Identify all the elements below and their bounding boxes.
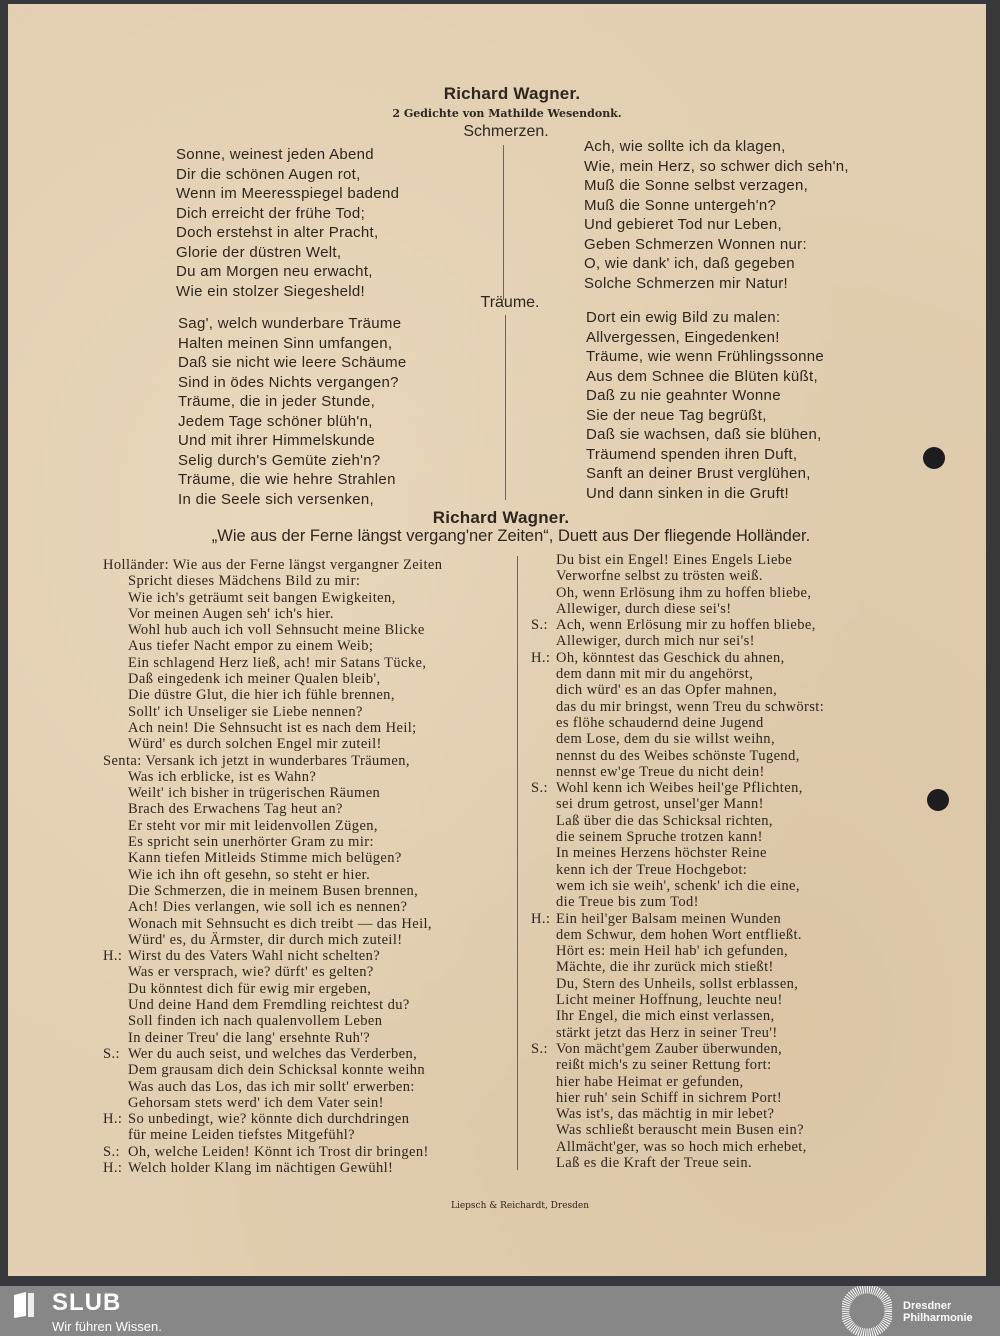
speaker-label: S.: — [531, 780, 548, 797]
duet-text: dem dann mit mir du angehörst, — [556, 666, 754, 683]
duet-text: Wie ich's geträumt seit bangen Ewigkeiten, — [128, 589, 396, 606]
duet-line — [531, 633, 824, 649]
duet-line — [531, 682, 824, 698]
duet-line — [531, 731, 824, 747]
duet-line — [103, 867, 442, 883]
duet-text: die seinem Spruche trotzen kann! — [556, 829, 763, 846]
duet-line — [103, 1144, 442, 1160]
duet-text: Allewiger, durch mich nur sei's! — [556, 633, 755, 650]
duet-text: sei drum getrost, unsel'ger Mann! — [556, 796, 764, 813]
duet-line — [103, 573, 442, 589]
philharmonie-line1: Dresdner — [903, 1300, 952, 1312]
verse-line: Ach, wie sollte ich da klagen, — [584, 138, 786, 155]
duet-line — [103, 1030, 442, 1046]
verse-line: Sind in ödes Nichts vergangen? — [178, 373, 399, 391]
verse-line: Daß sie nicht wie leere Schäume — [178, 354, 407, 371]
verse-line: Du am Morgen neu erwacht, — [176, 263, 373, 280]
verse-line: Glorie der düstren Welt, — [176, 243, 342, 261]
slub-book-icon — [12, 1291, 36, 1319]
duet-line — [103, 883, 442, 899]
duet-line — [103, 1062, 442, 1078]
duet-line — [531, 764, 824, 780]
duet-text: Soll finden ich nach qualenvollem Leben — [128, 1013, 383, 1030]
speaker-label: S.: — [531, 617, 548, 634]
speaker-label: H.: — [103, 1111, 123, 1128]
duet-line — [103, 899, 442, 915]
duet-text: Würd' es, du Ärmster, dir durch mich zuteil! — [128, 931, 403, 948]
duet-line — [103, 1160, 442, 1176]
duet-line — [103, 1127, 442, 1143]
verse-line: Wenn im Meeresspiegel badend — [176, 185, 400, 202]
duet-line — [531, 699, 824, 715]
duet-text: Weilt' ich bisher in trügerischen Räumen — [128, 785, 381, 802]
punch-hole — [927, 789, 949, 811]
duet-text: Wer du auch seist, und welches das Verderben, — [128, 1045, 418, 1062]
duet-line — [103, 916, 442, 932]
duet-text: Mächte, die ihr zurück mich stießt! — [556, 959, 774, 976]
duet-text: Oh, könntest das Geschick du ahnen, — [556, 649, 785, 666]
duet-line — [531, 552, 824, 568]
duet-line — [531, 585, 824, 601]
verse-line: Und dann sinken in die Gruft! — [586, 484, 789, 502]
duet-line — [531, 748, 824, 764]
verse-line: Sonne, weinest jeden Abend — [176, 146, 374, 163]
duet-line — [103, 948, 442, 964]
duet-line — [531, 943, 824, 959]
duet-line — [531, 715, 824, 731]
poem-schmerzen-right — [584, 137, 849, 293]
duet-text: Hört es: mein Heil hab' ich gefunden, — [556, 943, 789, 960]
duet-text: Verworfne selbst zu trösten weiß. — [556, 568, 763, 585]
verse-line: Halten meinen Sinn umfangen, — [178, 334, 393, 352]
duet-text: Was ich erblicke, ist es Wahn? — [128, 768, 317, 785]
duet-text: das du mir bringst, wenn Treu du schwörst: — [556, 698, 825, 715]
verse-line: Und mit ihrer Himmelskunde — [178, 432, 376, 449]
duet-text: Oh, welche Leiden! Könnt ich Trost dir bringen! — [128, 1143, 429, 1160]
punch-hole — [923, 447, 945, 469]
verse-line: Selig durch's Gemüte zieh'n? — [178, 451, 381, 469]
speaker-label: S.: — [103, 1143, 120, 1160]
poems-subtitle: 2 Gedichte von Mathilde Wesendonk. — [392, 107, 622, 120]
duet-text: Ach, wenn Erlösung mir zu hoffen bliebe, — [556, 617, 816, 634]
verse-line: Sag', welch wunderbare Träume — [178, 315, 402, 332]
duet-line — [531, 911, 824, 927]
duet-line — [103, 606, 442, 622]
duet-line — [103, 557, 442, 573]
philharmonie-line2: Philharmonie — [903, 1312, 973, 1324]
duet-text: Du könntest dich für ewig mir ergeben, — [128, 980, 372, 997]
printer-imprint: Liepsch & Reichardt, Dresden — [450, 1201, 590, 1211]
verse-line: Muß die Sonne selbst verzagen, — [584, 177, 809, 194]
verse-line: Träumend spenden ihren Duft, — [586, 445, 798, 463]
verse-line: Wie, mein Herz, so schwer dich seh'n, — [584, 157, 849, 175]
duet-line — [531, 813, 824, 829]
duet-line — [531, 829, 824, 845]
speaker-label: S.: — [103, 1045, 120, 1062]
duet-text: stärkt jetzt das Herz in seiner Treu'! — [556, 1024, 778, 1041]
duet-text: Von mächt'gem Zauber überwunden, — [556, 1040, 783, 1057]
duet-line — [103, 1013, 442, 1029]
duet-line — [531, 1074, 824, 1090]
speaker-label: Senta: — [103, 752, 142, 769]
verse-line: Wie ein stolzer Siegesheld! — [176, 282, 366, 300]
duet-text: dem Schwur, dem hohen Wort entfließt. — [556, 926, 802, 943]
duet-line — [531, 1090, 824, 1106]
duet-text: Ach! Dies verlangen, wie soll ich es nennen? — [128, 899, 408, 916]
verse-line: Muß die Sonne untergeh'n? — [584, 196, 777, 214]
duet-line — [103, 981, 442, 997]
verse-line: Daß zu nie geahnter Wonne — [586, 387, 781, 404]
duet-line — [531, 1155, 824, 1171]
poem-title-schmerzen: Schmerzen. — [463, 123, 549, 140]
duet-line — [103, 769, 442, 785]
duet-text: Welch holder Klang im nächtigen Gewühl! — [128, 1159, 394, 1176]
duet-line — [103, 704, 442, 720]
verse-line: Träume, die wie hehre Strahlen — [178, 471, 396, 488]
verse-line: O, wie dank' ich, daß gegeben — [584, 255, 795, 272]
duet-text: In deiner Treu' die lang' ersehnte Ruh'? — [128, 1029, 371, 1046]
duet-text: Spricht dieses Mädchens Bild zu mir: — [128, 573, 361, 590]
duet-text: Licht meiner Hoffnung, leuchte neu! — [556, 992, 783, 1009]
duet-text: Allmächt'ger, was so hoch mich erhebet, — [556, 1138, 807, 1155]
duet-line — [531, 666, 824, 682]
duet-text: Wohl hub auch ich voll Sehnsucht meine Blicke — [128, 622, 425, 639]
duet-line — [531, 927, 824, 943]
duet-text: Aus tiefer Nacht empor zu einem Weib; — [128, 638, 374, 655]
duet-text: Wohl kenn ich Weibes heil'ge Pflichten, — [556, 780, 803, 797]
speaker-label: H.: — [103, 1159, 123, 1176]
duet-line — [531, 1008, 824, 1024]
verse-line: Solche Schmerzen mir Natur! — [584, 274, 789, 292]
duet-text: Und deine Hand dem Fremdling reichtest du? — [128, 997, 410, 1014]
duet-text: Ein schlagend Herz ließ, ach! mir Satans Tücke, — [128, 654, 427, 671]
duet-line — [531, 601, 824, 617]
speaker-label: S.: — [531, 1040, 548, 1057]
duet-line — [531, 976, 824, 992]
duet-line — [531, 992, 824, 1008]
duet-line — [531, 1106, 824, 1122]
duet-text: Daß eingedenk ich meiner Qualen bleib', — [128, 671, 381, 688]
verse-line: Sanft an deiner Brust verglühen, — [586, 465, 811, 482]
duet-line — [531, 650, 824, 666]
duet-line — [103, 655, 442, 671]
duet-line — [531, 568, 824, 584]
slub-logo: SLUB — [52, 1289, 122, 1316]
duet-line — [103, 671, 442, 687]
duet-text: Es spricht sein unerhörter Gram zu mir: — [128, 834, 374, 851]
duet-text: Er steht vor mir mit leidenvollen Zügen, — [128, 817, 378, 834]
duet-text: Oh, wenn Erlösung ihm zu hoffen bliebe, — [556, 584, 812, 601]
duet-line — [103, 1046, 442, 1062]
composer-heading: Richard Wagner. — [443, 84, 581, 103]
duet-text: Was er versprach, wie? dürft' es gelten? — [128, 964, 374, 981]
duet-line — [103, 1111, 442, 1127]
duet-text: Würd' es durch solchen Engel mir zuteil! — [128, 736, 382, 753]
verse-line: Aus dem Schnee die Blüten küßt, — [586, 367, 818, 385]
duet-line — [103, 801, 442, 817]
duet-text: Du, Stern des Unheils, sollst erblassen, — [556, 975, 799, 992]
verse-line: Allvergessen, Eingedenken! — [586, 328, 780, 346]
duet-line — [531, 780, 824, 796]
duet-right-column — [531, 552, 824, 1171]
duet-text: Wie aus der Ferne längst vergangner Zeiten — [172, 557, 443, 573]
duet-line — [103, 850, 442, 866]
duet-line — [103, 590, 442, 606]
duet-line — [103, 964, 442, 980]
verse-line: Jedem Tage schöner blüh'n, — [178, 412, 373, 430]
speaker-label: Holländer: — [103, 557, 170, 573]
philharmonie-logo-icon — [842, 1286, 892, 1336]
duet-text: Die düstre Glut, die hier ich fühle brennen, — [128, 687, 395, 704]
duet-text: Was ist's, das mächtig in mir lebet? — [556, 1106, 775, 1123]
duet-line — [531, 1025, 824, 1041]
branding-bar — [0, 1286, 1000, 1336]
duet-text: Wonach mit Sehnsucht es dich treibt — das Heil, — [128, 915, 432, 932]
duet-line — [531, 845, 824, 861]
duet-line — [103, 785, 442, 801]
verse-line: Dir die schönen Augen rot, — [176, 165, 361, 183]
verse-line: Dort ein ewig Bild zu malen: — [586, 309, 781, 326]
duet-left-column — [103, 557, 442, 1176]
verse-line: Geben Schmerzen Wonnen nur: — [584, 235, 807, 253]
duet-text: reißt mich's zu seiner Rettung fort: — [556, 1057, 772, 1074]
duet-text: Allewiger, durch diese sei's! — [556, 600, 732, 617]
duet-line — [103, 818, 442, 834]
duet-text: Sollt' ich Unseliger sie Liebe nennen? — [128, 703, 363, 720]
duet-line — [531, 796, 824, 812]
duet-line — [103, 720, 442, 736]
duet-line — [531, 1057, 824, 1073]
duet-line — [103, 1095, 442, 1111]
duet-text: In meines Herzens höchster Reine — [556, 845, 767, 862]
duet-line — [103, 753, 442, 769]
duet-line — [531, 959, 824, 975]
duet-text: hier habe Heimat er gefunden, — [556, 1073, 744, 1090]
duet-line — [531, 1122, 824, 1138]
duet-text: Laß es die Kraft der Treue sein. — [556, 1154, 753, 1171]
duet-line — [531, 894, 824, 910]
duet-text: wem ich sie weih', schenk' ich die eine, — [556, 877, 800, 894]
philharmonie-logo-text — [903, 1300, 973, 1324]
poem-title-traeume: Träume. — [480, 294, 540, 311]
duet-line — [103, 687, 442, 703]
slub-slogan: Wir führen Wissen. — [52, 1319, 162, 1334]
duet-text: Vor meinen Augen seh' ich's hier. — [128, 605, 334, 622]
duet-text: Was auch das Los, das ich mir sollt' erwerben: — [128, 1078, 415, 1095]
duet-line — [103, 622, 442, 638]
verse-line: Träume, wie wenn Frühlingssonne — [586, 348, 825, 365]
duet-text: nennst ew'ge Treue du nicht dein! — [556, 763, 765, 780]
duet-text: Du bist ein Engel! Eines Engels Liebe — [556, 552, 793, 568]
verse-line: Träume, die in jeder Stunde, — [178, 393, 376, 410]
duet-text: Ein heil'ger Balsam meinen Wunden — [556, 910, 782, 927]
duet-text: Wirst du des Vaters Wahl nicht schelten? — [128, 948, 381, 965]
duet-line — [531, 1139, 824, 1155]
speaker-label: H.: — [531, 649, 551, 666]
duet-text: es flöhe schaudernd deine Jugend — [556, 714, 764, 731]
duet-text: So unbedingt, wie? könnte dich durchdringen — [128, 1111, 410, 1128]
verse-line: Sie der neue Tag begrüßt, — [586, 406, 767, 424]
duet-text: nennst du des Weibes schönste Tugend, — [556, 747, 800, 764]
duet-line — [531, 1041, 824, 1057]
duet-line — [531, 617, 824, 633]
duet-text: für meine Leiden tiefstes Mitgefühl? — [128, 1127, 355, 1144]
duet-text: Die Schmerzen, die in meinem Busen brennen, — [128, 882, 419, 899]
verse-line: Dich erreicht der frühe Tod; — [176, 204, 366, 222]
duet-line — [531, 878, 824, 894]
duet-line — [103, 932, 442, 948]
duet-text: dem Lose, dem du sie willst weihn, — [556, 731, 775, 748]
column-divider — [517, 556, 518, 1170]
poem-traeume-left — [178, 314, 407, 509]
verse-line: Daß sie wachsen, daß sie blühen, — [586, 426, 822, 443]
duet-text: Versank ich jetzt in wunderbares Träumen, — [145, 752, 410, 769]
speaker-label: H.: — [531, 910, 551, 927]
duet-line — [103, 638, 442, 654]
duet-text: die Treue bis zum Tod! — [556, 894, 699, 911]
speaker-label: H.: — [103, 948, 123, 965]
duet-line — [103, 736, 442, 752]
duet-text: Ihr Engel, die mich einst verlassen, — [556, 1008, 775, 1025]
column-divider — [503, 145, 504, 300]
duet-text: kenn ich der Treue Hochgebot: — [556, 861, 748, 878]
poem-schmerzen-left — [176, 145, 399, 301]
duet-text: Brach des Erwachens Tag heut an? — [128, 801, 343, 818]
duet-text: hier ruh' sein Schiff in sichrem Port! — [556, 1089, 783, 1106]
duet-text: Wie ich ihn oft gesehn, so steht er hier. — [128, 866, 371, 883]
verse-line: In die Seele sich versenken, — [178, 490, 375, 508]
duet-text: Was schließt berauscht mein Busen ein? — [556, 1122, 804, 1139]
verse-line: Und gebieret Tod nur Leben, — [584, 216, 782, 233]
duet-text: dich würd' es an das Opfer mahnen, — [556, 682, 778, 699]
duet-line — [103, 997, 442, 1013]
poem-traeume-right — [586, 308, 824, 503]
duet-text: Dem grausam dich dein Schicksal konnte weihn — [128, 1062, 426, 1079]
duet-text: Gehorsam stets werd' ich dem Vater sein! — [128, 1094, 384, 1111]
duet-line — [531, 862, 824, 878]
duet-line — [103, 1079, 442, 1095]
duet-composer-heading: Richard Wagner. — [432, 508, 570, 527]
duet-line — [103, 834, 442, 850]
column-divider — [505, 315, 506, 500]
duet-text: Ach nein! Die Sehnsucht ist es nach dem Heil; — [128, 719, 417, 736]
verse-line: Doch erstehst in alter Pracht, — [176, 224, 379, 241]
duet-text: Kann tiefen Mitleids Stimme mich belügen? — [128, 850, 402, 867]
duet-title: „Wie aus der Ferne längst vergang'ner Zeiten“, Duett aus Der fliegende Holländer. — [211, 527, 811, 545]
duet-text: Laß über die das Schicksal richten, — [556, 812, 773, 829]
